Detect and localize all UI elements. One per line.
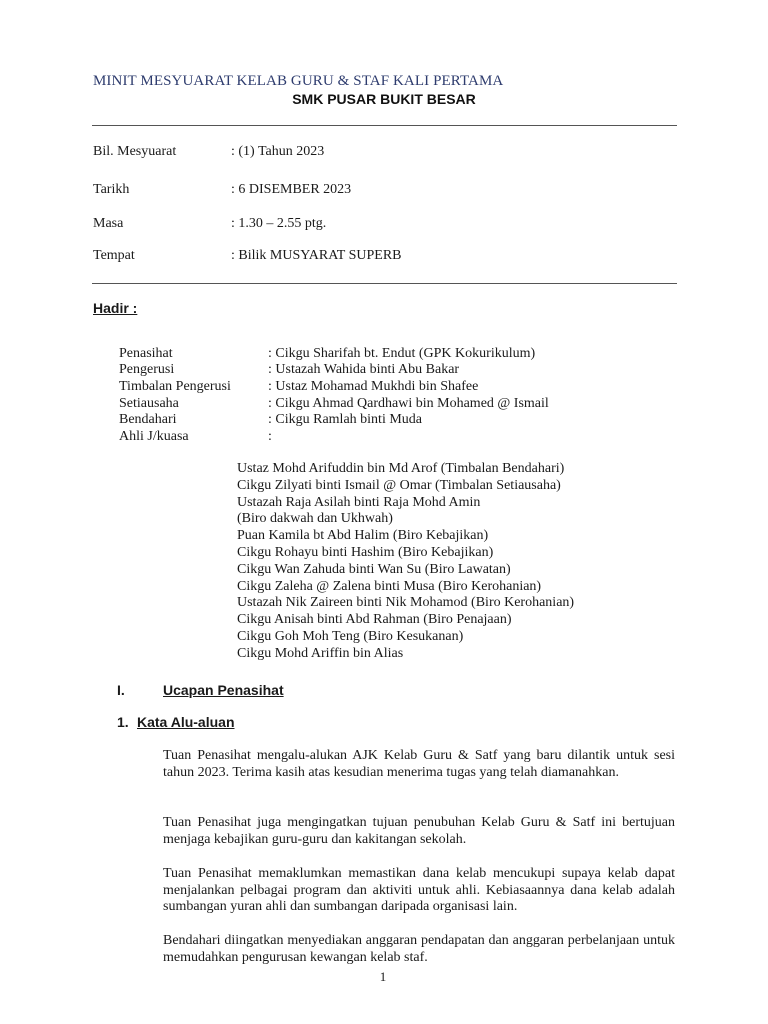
minutes-paragraph: Tuan Penasihat mengalu-alukan AJK Kelab Guru & Satf yang baru dilantik untuk sesi tahun 2023. Terima kasih atas kesudian menerima tugas yang telah diamanahkan. — [163, 748, 675, 780]
committee-member: Cikgu Anisah binti Abd Rahman (Biro Penajaan) — [237, 612, 512, 628]
meeting-time-value: : 1.30 – 2.55 ptg. — [231, 216, 327, 231]
meeting-venue-value: : Bilik MUSYARAT SUPERB — [231, 248, 402, 263]
attendance-name: : Ustaz Mohamad Mukhdi bin Shafee — [268, 379, 479, 394]
attendance-name: : Ustazah Wahida binti Abu Bakar — [268, 362, 460, 377]
section-title: Ucapan Penasihat — [163, 682, 284, 698]
meeting-date-value: : 6 DISEMBER 2023 — [231, 182, 352, 197]
attendance-role: Setiausaha — [119, 396, 179, 411]
meeting-number-label: Bil. Mesyuarat — [93, 144, 177, 159]
attendance-role: Pengerusi — [119, 362, 175, 377]
divider-top — [92, 125, 677, 126]
committee-member: Cikgu Goh Moh Teng (Biro Kesukanan) — [237, 628, 464, 644]
committee-member: Cikgu Zaleha @ Zalena binti Musa (Biro Kerohanian) — [237, 578, 542, 594]
page-number-text: 1 — [379, 969, 387, 984]
meeting-venue-label: Tempat — [93, 248, 135, 263]
committee-member: Ustazah Nik Zaireen binti Nik Mohamod (Biro Kerohanian) — [237, 595, 575, 611]
attendance-role: Timbalan Pengerusi — [119, 379, 231, 394]
attendance-name: : Cikgu Ramlah binti Muda — [268, 412, 422, 427]
minutes-paragraph: Tuan Penasihat juga mengingatkan tujuan penubuhan Kelab Guru & Satf ini bertujuan menjaga kebajikan guru-guru dan kakitangan sekolah. — [163, 815, 675, 847]
document-title: MINIT MESYUARAT KELAB GURU & STAF KALI PERTAMA — [93, 73, 504, 89]
committee-member: Ustazah Raja Asilah binti Raja Mohd Amin — [237, 494, 481, 510]
attendance-role: Ahli J/kuasa — [119, 429, 189, 444]
attendance-name: : Cikgu Ahmad Qardhawi bin Mohamed @ Ismail — [268, 396, 549, 411]
school-name — [0, 91, 768, 107]
meeting-number-value: : (1) Tahun 2023 — [231, 144, 325, 159]
attendance-heading: Hadir : — [93, 300, 138, 316]
subsection-number: 1. — [117, 714, 129, 730]
committee-member: (Biro dakwah dan Ukhwah) — [237, 511, 393, 527]
minutes-paragraph: Tuan Penasihat memaklumkan memastikan dana kelab mencukupi supaya kelab dapat menjalankan pelbagai program dan aktiviti untuk ahli. Kebiasaannya dana kelab adalah sumbangan yuran ahli dan sumbangan daripada organisasi lain. — [163, 866, 675, 914]
section-number: I. — [117, 682, 125, 698]
committee-member: Cikgu Rohayu binti Hashim (Biro Kebajikan) — [237, 544, 494, 560]
attendance-name: : — [268, 429, 272, 444]
attendance-role: Penasihat — [119, 346, 173, 361]
subsection-title: Kata Alu-aluan — [137, 714, 235, 730]
committee-member: Puan Kamila bt Abd Halim (Biro Kebajikan) — [237, 528, 489, 544]
attendance-name: : Cikgu Sharifah bt. Endut (GPK Kokurikulum) — [268, 346, 536, 361]
attendance-role: Bendahari — [119, 412, 177, 427]
meeting-date-label: Tarikh — [93, 182, 130, 197]
committee-member-list — [237, 461, 574, 663]
committee-member: Cikgu Mohd Ariffin bin Alias — [237, 645, 404, 661]
minutes-paragraph: Bendahari diingatkan menyediakan anggaran pendapatan dan anggaran perbelanjaan untuk memudahkan pengurusan kewangan kelab staf. — [163, 933, 675, 965]
committee-member: Cikgu Wan Zahuda binti Wan Su (Biro Lawatan) — [237, 561, 511, 577]
divider-bottom — [92, 283, 677, 284]
school-name-text: SMK PUSAR BUKIT BESAR — [292, 91, 476, 107]
committee-member: Cikgu Zilyati binti Ismail @ Omar (Timbalan Setiausaha) — [237, 477, 561, 493]
page-number — [0, 969, 768, 985]
meeting-time-label: Masa — [93, 216, 124, 231]
committee-member: Ustaz Mohd Arifuddin bin Md Arof (Timbalan Bendahari) — [237, 461, 565, 476]
